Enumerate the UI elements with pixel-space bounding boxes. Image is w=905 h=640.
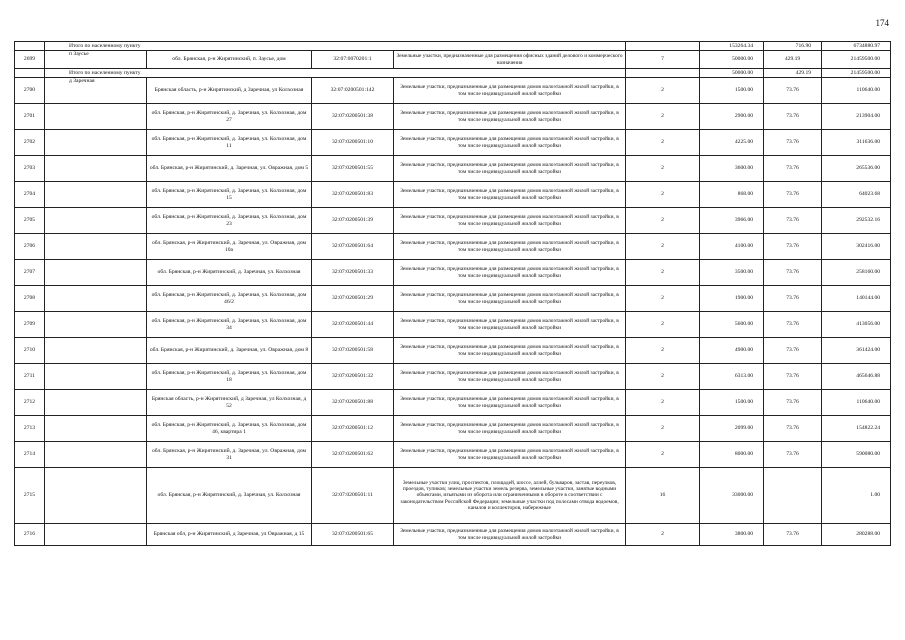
table-row — [15, 182, 891, 208]
cadastral-value: 110640.00 — [822, 390, 891, 416]
cadastral-value: 292532.16 — [822, 208, 891, 234]
total-code-cell — [626, 69, 700, 78]
cadastral-value: 413056.00 — [822, 312, 891, 338]
area-value: 2099.00 — [700, 416, 764, 442]
land-use-description: Земельные участки, предназначенные для размещения домов малоэтажной жилой застройки, в том числе индивидуальной жилой застройки — [394, 260, 626, 286]
use-group-code: 2 — [626, 234, 700, 260]
specific-value: 73.76 — [764, 442, 822, 468]
table-row — [15, 156, 891, 182]
specific-value: 73.76 — [764, 390, 822, 416]
use-group-code: 2 — [626, 78, 700, 104]
area-value: 3600.00 — [700, 156, 764, 182]
specific-value: 73.76 — [764, 234, 822, 260]
settlement-name — [45, 468, 147, 524]
address-cell: обл. Брянская, р-н Жирятинский, д. Заречная, ул. Овражная, дом 10а — [147, 234, 312, 260]
area-value: 1500.00 — [700, 390, 764, 416]
cadastral-value: 265536.00 — [822, 156, 891, 182]
cadastral-value: 110640.00 — [822, 78, 891, 104]
table-row — [15, 78, 891, 104]
row-number: 2701 — [15, 104, 45, 130]
cadastral-number: 32:07:0200501:142 — [312, 78, 394, 104]
row-number: 2713 — [15, 416, 45, 442]
land-use-description: Земельные участки, предназначенные для размещения домов малоэтажной жилой застройки, в том числе индивидуальной жилой застройки — [394, 182, 626, 208]
area-value: 1900.00 — [700, 286, 764, 312]
specific-value: 73.76 — [764, 286, 822, 312]
cadastral-number: 32:07:0200501:10 — [312, 130, 394, 156]
specific-value: 73.76 — [764, 338, 822, 364]
table-row — [15, 104, 891, 130]
row-number: 2704 — [15, 182, 45, 208]
settlement-name — [45, 442, 147, 468]
address-cell: обл. Брянская, р-н Жирятинский, д. Заречная, ул. Колхозная, дом 23 — [147, 208, 312, 234]
table-row — [15, 51, 891, 69]
use-group-code: 2 — [626, 130, 700, 156]
cadastral-number: 32:07:0200501:12 — [312, 416, 394, 442]
address-cell: обл. Брянская, р-н Жирятинский, д. Заречная, ул. Овражная, дом 5 — [147, 156, 312, 182]
specific-value: 429.19 — [764, 51, 822, 69]
use-group-code: 2 — [626, 182, 700, 208]
area-value: 4225.00 — [700, 130, 764, 156]
total-label: Итого по населенному пункту — [45, 42, 626, 51]
cadastral-value: 590080.00 — [822, 442, 891, 468]
land-use-description: Земельные участки, предназначенные для размещения домов малоэтажной жилой застройки, в том числе индивидуальной жилой застройки — [394, 416, 626, 442]
cadastral-value-table — [14, 41, 891, 546]
address-cell: обл. Брянская, р-н Жирятинский, д. Заречная, ул. Колхозная, дом 11 — [147, 130, 312, 156]
cadastral-value: 140144.00 — [822, 286, 891, 312]
area-value: 6313.00 — [700, 364, 764, 390]
land-use-description: Земельные участки, предназначенные для размещения домов малоэтажной жилой застройки, в том числе индивидуальной жилой застройки — [394, 390, 626, 416]
cadastral-number: 32:07:0200501:62 — [312, 442, 394, 468]
cadastral-value: 64023.68 — [822, 182, 891, 208]
settlement-name — [45, 338, 147, 364]
address-cell: обл. Брянская, р-н Жирятинский, д. Заречная, ул. Колхозная, дом 46/2 — [147, 286, 312, 312]
table-row — [15, 234, 891, 260]
use-group-code: 2 — [626, 156, 700, 182]
use-group-code: 2 — [626, 312, 700, 338]
settlement-name — [45, 416, 147, 442]
settlement-name: п Заусье — [45, 51, 147, 69]
use-group-code: 2 — [626, 364, 700, 390]
cadastral-number: 32:07:0070201:1 — [312, 51, 394, 69]
table-row — [15, 364, 891, 390]
total-row — [15, 69, 891, 78]
settlement-name — [45, 364, 147, 390]
use-group-code: 2 — [626, 442, 700, 468]
cadastral-value: 311636.00 — [822, 130, 891, 156]
cadastral-number: 32:07:0200501:39 — [312, 208, 394, 234]
land-use-description: Земельные участки, предназначенные для размещения домов малоэтажной жилой застройки, в том числе индивидуальной жилой застройки — [394, 104, 626, 130]
specific-value: 73.76 — [764, 130, 822, 156]
use-group-code: 7 — [626, 51, 700, 69]
cadastral-number: 32:07:0200501:58 — [312, 338, 394, 364]
table-body — [15, 42, 891, 546]
cadastral-number: 32:07:0200501:55 — [312, 156, 394, 182]
cadastral-number: 32:07:0200501:29 — [312, 286, 394, 312]
cadastral-number: 32:07:0200501:44 — [312, 312, 394, 338]
land-use-description: Земельные участки, предназначенные для размещения домов малоэтажной жилой застройки, в том числе индивидуальной жилой застройки — [394, 364, 626, 390]
specific-value — [764, 468, 822, 524]
land-use-description: Земельные участки, предназначенные для размещения домов малоэтажной жилой застройки, в том числе индивидуальной жилой застройки — [394, 130, 626, 156]
address-cell: обл. Брянская, р-н Жирятинский, д. Заречная, ул. Колхозная, дом 18 — [147, 364, 312, 390]
area-value: 2900.00 — [700, 104, 764, 130]
use-group-code: 16 — [626, 468, 700, 524]
address-cell: Брянская область, р-н Жирятинский, д Заречная, ул Колхозная, д 52 — [147, 390, 312, 416]
land-use-description: Земельные участки, предназначенные для размещения домов малоэтажной жилой застройки, в том числе индивидуальной жилой застройки — [394, 442, 626, 468]
table-row — [15, 338, 891, 364]
cadastral-number: 32:07:0200501:88 — [312, 390, 394, 416]
area-value: 5600.00 — [700, 312, 764, 338]
table-row — [15, 390, 891, 416]
total-area: 153264.34 — [700, 42, 764, 51]
specific-value: 73.76 — [764, 78, 822, 104]
address-cell: обл. Брянская, р-н Жирятинский, п. Заусье, дом — [147, 51, 312, 69]
address-cell: Брянская область, р-н Жирятинский, д Заречная, ул Колхозная — [147, 78, 312, 104]
settlement-name — [45, 234, 147, 260]
area-value: 4100.00 — [700, 234, 764, 260]
cadastral-number: 32:07:0200501:64 — [312, 234, 394, 260]
cadastral-number: 32:07:0200501:11 — [312, 468, 394, 524]
settlement-name — [45, 104, 147, 130]
land-use-description: Земельные участки, предназначенные для размещения домов малоэтажной жилой застройки, в том числе индивидуальной жилой застройки — [394, 208, 626, 234]
cadastral-value: 21459500.00 — [822, 51, 891, 69]
land-use-description: Земельные участки, предназначенные для размещения домов малоэтажной жилой застройки, в том числе индивидуальной жилой застройки — [394, 312, 626, 338]
settlement-name: д Заречная — [45, 78, 147, 104]
cadastral-number: 32:07:0200501:83 — [312, 182, 394, 208]
specific-value: 73.76 — [764, 524, 822, 546]
settlement-name — [45, 156, 147, 182]
specific-value: 73.76 — [764, 182, 822, 208]
row-number: 2716 — [15, 524, 45, 546]
table-row — [15, 312, 891, 338]
area-value: 8000.00 — [700, 442, 764, 468]
table-row — [15, 208, 891, 234]
settlement-name — [45, 260, 147, 286]
settlement-name — [45, 390, 147, 416]
area-value: 1500.00 — [700, 78, 764, 104]
row-number: 2709 — [15, 312, 45, 338]
row-number: 2712 — [15, 390, 45, 416]
address-cell: обл. Брянская, р-н Жирятинский, д. Заречная, ул. Колхозная, дом 46, квартира 1 — [147, 416, 312, 442]
total-area: 50000.00 — [700, 69, 764, 78]
cadastral-value: 258160.00 — [822, 260, 891, 286]
table-row — [15, 260, 891, 286]
use-group-code: 2 — [626, 524, 700, 546]
table-row — [15, 468, 891, 524]
table-row — [15, 442, 891, 468]
address-cell: обл. Брянская, р-н Жирятинский, д. Заречная, ул. Колхозная, дом 27 — [147, 104, 312, 130]
cadastral-value: 302416.00 — [822, 234, 891, 260]
address-cell: обл. Брянская, р-н Жирятинский, д. Заречная, ул. Овражная, дом 8 — [147, 338, 312, 364]
total-code-cell — [626, 42, 700, 51]
cadastral-value: 361424.00 — [822, 338, 891, 364]
land-use-description: Земельные участки, предназначенные для размещения домов малоэтажной жилой застройки, в том числе индивидуальной жилой застройки — [394, 234, 626, 260]
row-number: 2710 — [15, 338, 45, 364]
land-use-description: Земельные участки, предназначенные для размещения домов малоэтажной жилой застройки, в том числе индивидуальной жилой застройки — [394, 286, 626, 312]
total-price: 429.19 — [764, 69, 822, 78]
settlement-name — [45, 208, 147, 234]
specific-value: 73.76 — [764, 312, 822, 338]
land-use-description: Земельные участки, предназначенные для размещения домов малоэтажной жилой застройки, в том числе индивидуальной жилой застройки — [394, 338, 626, 364]
land-use-description: Земельные участки, предназначенные для размещения офисных зданий делового и коммерческого назначения — [394, 51, 626, 69]
row-number: 2702 — [15, 130, 45, 156]
row-number: 2711 — [15, 364, 45, 390]
address-cell: обл. Брянская, р-н Жирятинский, д. Заречная, ул. Колхозная, дом 34 — [147, 312, 312, 338]
total-label: Итого по населенному пункту — [45, 69, 626, 78]
land-use-description: Земельные участки, предназначенные для размещения домов малоэтажной жилой застройки, в том числе индивидуальной жилой застройки — [394, 524, 626, 546]
area-value: 50000.00 — [700, 51, 764, 69]
use-group-code: 2 — [626, 416, 700, 442]
area-value: 3966.00 — [700, 208, 764, 234]
settlement-name — [45, 286, 147, 312]
cadastral-value: 280288.00 — [822, 524, 891, 546]
cadastral-number: 32:07:0200501:65 — [312, 524, 394, 546]
specific-value: 73.76 — [764, 208, 822, 234]
cadastral-number: 32:07:0200501:32 — [312, 364, 394, 390]
cadastral-value: 154822.24 — [822, 416, 891, 442]
total-value: 6734880.97 — [822, 42, 891, 51]
use-group-code: 2 — [626, 338, 700, 364]
total-row — [15, 42, 891, 51]
cadastral-number: 32:07:0200501:38 — [312, 104, 394, 130]
cadastral-value: 465646.88 — [822, 364, 891, 390]
use-group-code: 2 — [626, 260, 700, 286]
settlement-name — [45, 182, 147, 208]
table-row — [15, 130, 891, 156]
address-cell: обл. Брянская, р-н Жирятинский, д. Заречная, ул. Овражная, дом 31 — [147, 442, 312, 468]
cadastral-value: 213904.00 — [822, 104, 891, 130]
use-group-code: 2 — [626, 104, 700, 130]
row-number: 2705 — [15, 208, 45, 234]
row-number: 2706 — [15, 234, 45, 260]
cadastral-value: 1.00 — [822, 468, 891, 524]
total-no-cell — [15, 69, 45, 78]
total-price: 716.90 — [764, 42, 822, 51]
address-cell: обл. Брянская, р-н Жирятинский, д. Заречная, ул. Колхозная — [147, 468, 312, 524]
land-use-description: Земельные участки, предназначенные для размещения домов малоэтажной жилой застройки, в том числе индивидуальной жилой застройки — [394, 156, 626, 182]
row-number: 2703 — [15, 156, 45, 182]
specific-value: 73.76 — [764, 364, 822, 390]
area-value: 3500.00 — [700, 260, 764, 286]
total-value: 21459500.00 — [822, 69, 891, 78]
area-value: 4900.00 — [700, 338, 764, 364]
address-cell: обл. Брянская, р-н Жирятинский, д. Заречная, ул. Колхозная — [147, 260, 312, 286]
page-number: 174 — [875, 18, 889, 28]
settlement-name — [45, 524, 147, 546]
specific-value: 73.76 — [764, 416, 822, 442]
row-number: 2707 — [15, 260, 45, 286]
specific-value: 73.76 — [764, 260, 822, 286]
settlement-name — [45, 312, 147, 338]
land-use-description: Земельные участки улиц, проспектов, площадей, шоссе, аллей, бульваров, застав, переулков, проездов, тупиков; земельные участки земель резерва, земельные участки, занятые водными объектами, изъятыми из оборота или ограниченными в обороте в соответствии с законодательством Российской Федерации; земельные участки под полосами отвода водоемов, каналов и коллекторов, набережные — [394, 468, 626, 524]
row-number: 2715 — [15, 468, 45, 524]
specific-value: 73.76 — [764, 104, 822, 130]
address-cell: обл. Брянская, р-н Жирятинский, д. Заречная, ул. Колхозная, дом 15 — [147, 182, 312, 208]
use-group-code: 2 — [626, 286, 700, 312]
table-row — [15, 524, 891, 546]
table-row — [15, 286, 891, 312]
row-number: 2699 — [15, 51, 45, 69]
cadastral-number: 32:07:0200501:33 — [312, 260, 394, 286]
area-value: 868.00 — [700, 182, 764, 208]
row-number: 2708 — [15, 286, 45, 312]
land-use-description: Земельные участки, предназначенные для размещения домов малоэтажной жилой застройки, в том числе индивидуальной жилой застройки — [394, 78, 626, 104]
row-number: 2700 — [15, 78, 45, 104]
total-no-cell — [15, 42, 45, 51]
specific-value: 73.76 — [764, 156, 822, 182]
row-number: 2714 — [15, 442, 45, 468]
use-group-code: 2 — [626, 208, 700, 234]
settlement-name — [45, 130, 147, 156]
table-row — [15, 416, 891, 442]
address-cell: Брянская обл, р-н Жирятинский, д Заречная, ул Овражная, д 15 — [147, 524, 312, 546]
area-value: 3800.00 — [700, 524, 764, 546]
area-value: 33000.00 — [700, 468, 764, 524]
use-group-code: 2 — [626, 390, 700, 416]
